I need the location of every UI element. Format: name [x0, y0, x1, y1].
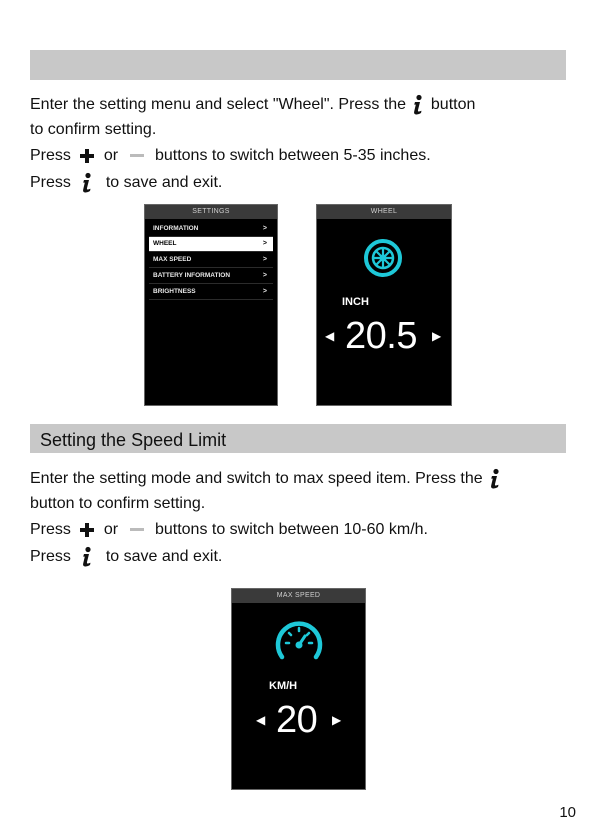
instruction-text: Press	[30, 521, 71, 538]
wheel-display-screen	[316, 204, 452, 406]
wheel-size-value: 20.5	[345, 315, 417, 357]
instruction-text: Enter the setting menu and select "Wheel". Press the	[30, 96, 406, 114]
instruction-text: to save and exit.	[105, 548, 223, 566]
max-speed-display-screen	[231, 588, 366, 790]
menu-item-wheel: WHEEL >	[149, 237, 273, 252]
instruction-line-4	[30, 546, 222, 568]
section-header-bar	[30, 50, 566, 80]
plus-button-icon	[79, 148, 95, 164]
unit-label: INCH	[342, 296, 369, 308]
instruction-line-2: button to confirm setting.	[30, 495, 206, 512]
plus-button-icon	[79, 522, 95, 538]
minus-button-icon	[129, 148, 145, 164]
unit-label: KM/H	[269, 680, 298, 692]
instruction-text: buttons to switch between 5-35 inches.	[154, 147, 431, 164]
instruction-line-1	[30, 94, 475, 116]
minus-button-icon	[129, 522, 145, 538]
info-button-icon	[79, 546, 95, 568]
info-button-icon	[410, 94, 426, 116]
instruction-text: button	[430, 96, 476, 114]
screen-header: MAX SPEED	[232, 589, 365, 603]
instruction-text: or	[103, 521, 119, 538]
menu-item-max-speed: MAX SPEED >	[149, 253, 273, 268]
instruction-text: Press	[30, 147, 71, 164]
instruction-line-3	[30, 520, 428, 540]
menu-item-brightness: BRIGHTNESS >	[149, 285, 273, 300]
instruction-text: Press	[30, 174, 71, 192]
menu-item-information: INFORMATION >	[149, 222, 273, 237]
info-button-icon	[487, 468, 503, 490]
instruction-text: to save and exit.	[105, 174, 223, 192]
instruction-line-1	[30, 468, 503, 490]
screen-header: SETTINGS	[145, 205, 277, 219]
section-header-bar	[30, 424, 566, 453]
left-arrow-icon: ◀	[325, 329, 335, 343]
instruction-text: buttons to switch between 10-60 km/h.	[154, 521, 428, 538]
settings-display-screen	[144, 204, 278, 406]
right-arrow-icon: ▶	[432, 329, 442, 343]
page-number: 10	[559, 804, 576, 821]
screen-header: WHEEL	[317, 205, 451, 219]
instruction-line-3	[30, 146, 431, 166]
menu-item-battery-information: BATTERY INFORMATION >	[149, 269, 273, 284]
wheel-icon	[363, 238, 403, 278]
right-arrow-icon: ▶	[332, 713, 342, 727]
instruction-text: Enter the setting mode and switch to max speed item. Press the	[30, 470, 483, 488]
speedometer-icon	[274, 617, 324, 667]
instruction-text: or	[103, 147, 119, 164]
instruction-text: Press	[30, 548, 71, 566]
left-arrow-icon: ◀	[256, 713, 266, 727]
info-button-icon	[79, 172, 95, 194]
max-speed-value: 20	[276, 699, 318, 741]
instruction-line-4	[30, 172, 222, 194]
section-title: Setting the Speed Limit	[40, 430, 227, 450]
instruction-line-2: to confirm setting.	[30, 121, 157, 138]
